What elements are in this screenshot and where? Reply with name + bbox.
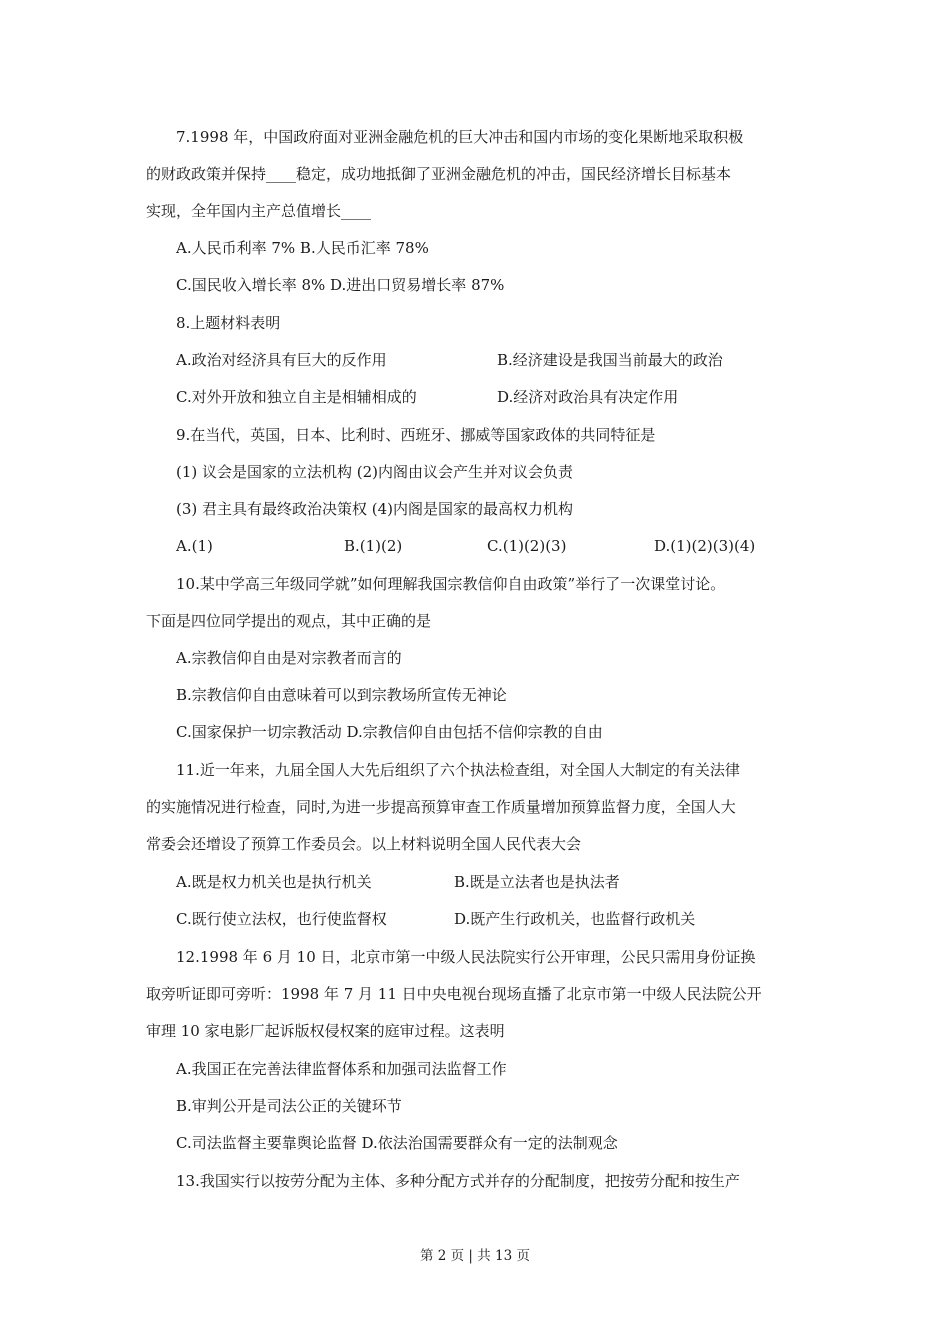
q12-stem-line-1: 12.1998 年 6 月 10 日，北京市第一中级人民法院实行公开审理，公民只需用身份证换 bbox=[176, 948, 756, 966]
q9-option-d: D.(1)(2)(3)(4) bbox=[654, 537, 756, 555]
q9-statements-1-2: (1) 议会是国家的立法机构 (2)内阁由议会产生并对议会负责 bbox=[176, 463, 574, 481]
q8-stem: 8.上题材料表明 bbox=[176, 314, 281, 332]
q11-option-a: A.既是权力机关也是执行机关 bbox=[176, 873, 372, 891]
page-footer: 第 2 页 | 共 13 页 bbox=[419, 1248, 531, 1264]
q11-stem-line-2: 的实施情况进行检查，同时,为进一步提高预算审查工作质量增加预算监督力度，全国人大 bbox=[146, 798, 736, 816]
q10-stem-line-1: 10.某中学高三年级同学就”如何理解我国宗教信仰自由政策”举行了一次课堂讨论。 bbox=[176, 575, 726, 593]
q9-stem: 9.在当代，英国，日本、比利时、西班牙、挪威等国家政体的共同特征是 bbox=[176, 426, 656, 444]
q10-option-b: B.宗教信仰自由意味着可以到宗教场所宣传无神论 bbox=[176, 686, 507, 704]
q12-option-a: A.我国正在完善法律监督体系和加强司法监督工作 bbox=[176, 1060, 507, 1078]
q8-option-a: A.政治对经济具有巨大的反作用 bbox=[176, 351, 387, 369]
q12-stem-line-2: 取旁听证即可旁听：1998 年 7 月 11 日中央电视台现场直播了北京市第一中级人民法院公开 bbox=[146, 985, 762, 1003]
q10-options-cd: C.国家保护一切宗教活动 D.宗教信仰自由包括不信仰宗教的自由 bbox=[176, 723, 603, 741]
q8-option-d: D.经济对政治具有决定作用 bbox=[497, 388, 679, 406]
q7-options-cd: C.国民收入增长率 8% D.进出口贸易增长率 87% bbox=[176, 276, 505, 294]
q8-option-b: B.经济建设是我国当前最大的政治 bbox=[497, 351, 723, 369]
q11-stem-line-3: 常委会还增设了预算工作委员会。以上材料说明全国人民代表大会 bbox=[146, 835, 582, 853]
q7-stem-line-3: 实现，全年国内主产总值增长____ bbox=[146, 202, 372, 220]
q9-statements-3-4: (3) 君主具有最终政治决策权 (4)内阁是国家的最高权力机构 bbox=[176, 500, 574, 518]
q8-option-c: C.对外开放和独立自主是相辅相成的 bbox=[176, 388, 417, 406]
q12-stem-line-3: 审理 10 家电影厂起诉版权侵权案的庭审过程。这表明 bbox=[146, 1022, 505, 1040]
q11-option-b: B.既是立法者也是执法者 bbox=[454, 873, 620, 891]
q11-stem-line-1: 11.近一年来，九届全国人大先后组织了六个执法检查组，对全国人大制定的有关法律 bbox=[176, 761, 740, 779]
q10-option-a: A.宗教信仰自由是对宗教者而言的 bbox=[176, 649, 402, 667]
q7-options-ab: A.人民币利率 7% B.人民币汇率 78% bbox=[176, 239, 429, 257]
q10-stem-line-2: 下面是四位同学提出的观点，其中正确的是 bbox=[146, 612, 432, 630]
q12-options-cd: C.司法监督主要靠舆论监督 D.依法治国需要群众有一定的法制观念 bbox=[176, 1134, 618, 1152]
q13-stem-line-1: 13.我国实行以按劳分配为主体、多种分配方式并存的分配制度，把按劳分配和按生产 bbox=[176, 1172, 740, 1190]
q7-stem-line-1: 7.1998 年，中国政府面对亚洲金融危机的巨大冲击和国内市场的变化果断地采取积极 bbox=[176, 128, 744, 146]
q9-option-a: A.(1) bbox=[176, 537, 213, 555]
q9-option-b: B.(1)(2) bbox=[344, 537, 403, 555]
q12-option-b: B.审判公开是司法公正的关键环节 bbox=[176, 1097, 402, 1115]
q11-option-c: C.既行使立法权，也行使监督权 bbox=[176, 910, 387, 928]
q11-option-d: D.既产生行政机关，也监督行政机关 bbox=[454, 910, 696, 928]
q9-option-c: C.(1)(2)(3) bbox=[487, 537, 567, 555]
q7-stem-line-2: 的财政政策并保持____稳定，成功地抵御了亚洲金融危机的冲击，国民经济增长目标基本 bbox=[146, 165, 732, 183]
